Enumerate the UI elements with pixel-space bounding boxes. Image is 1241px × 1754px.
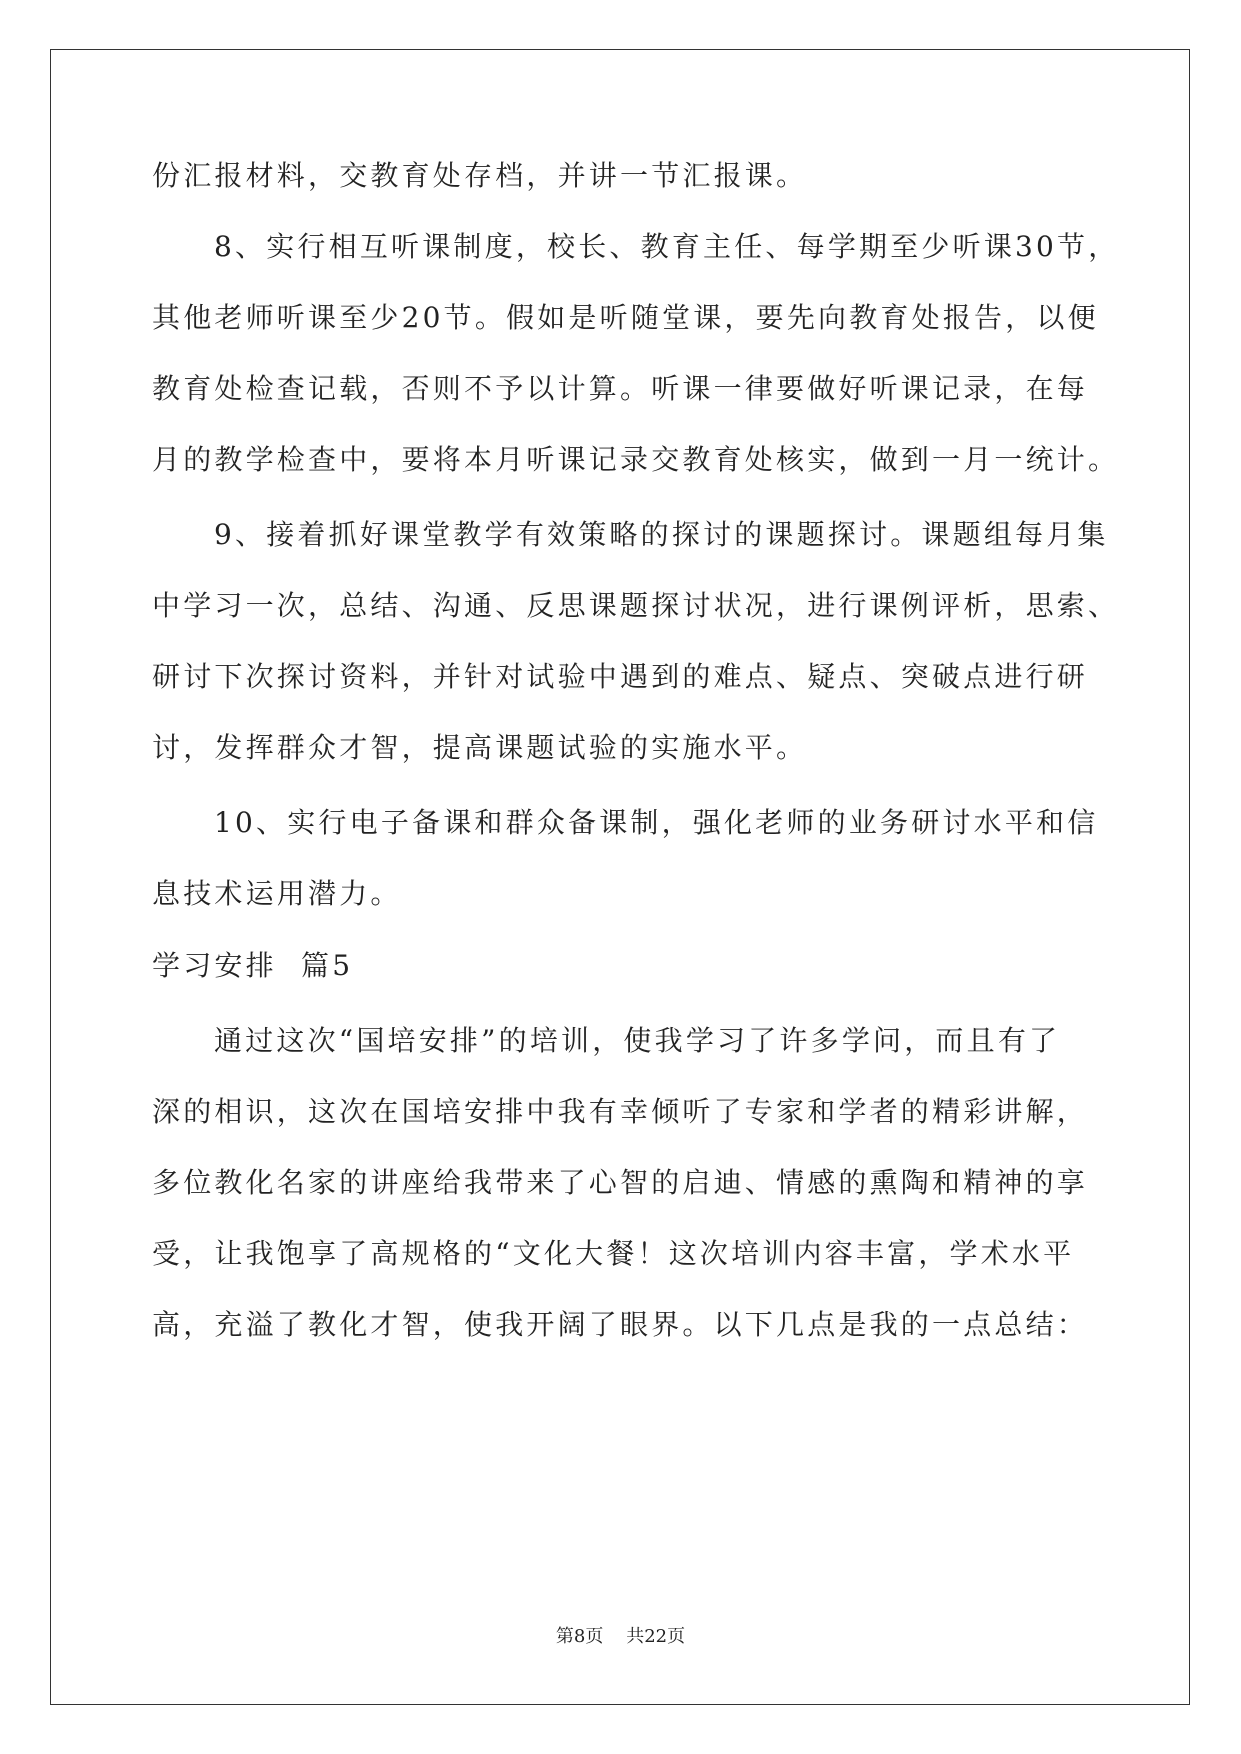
paragraph-line: 讨，发挥群众才智，提高课题试验的实施水平。	[152, 731, 808, 764]
paragraph-line: 通过这次“国培安排”的培训，使我学习了许多学问，而且有了	[214, 1024, 1061, 1057]
paragraph-line: 息技术运用潜力。	[152, 877, 402, 910]
paragraph-line: 10、实行电子备课和群众备课制，强化老师的业务研讨水平和信	[214, 806, 1099, 839]
section-heading: 学习安排 篇5	[152, 949, 354, 982]
paragraph-line: 研讨下次探讨资料，并针对试验中遇到的难点、疑点、突破点进行研	[152, 660, 1089, 693]
paragraph-line: 高，充溢了教化才智，使我开阔了眼界。以下几点是我的一点总结：	[152, 1308, 1089, 1341]
paragraph-line: 受，让我饱享了高规格的“文化大餐！这次培训内容丰富，学术水平	[152, 1237, 1075, 1270]
paragraph-line: 中学习一次，总结、沟通、反思课题探讨状况，进行课例评析，思索、	[152, 589, 1120, 622]
paragraph-line: 其他老师听课至少20节。假如是听随堂课，要先向教育处报告，以便	[152, 301, 1099, 334]
paragraph-line: 份汇报材料，交教育处存档，并讲一节汇报课。	[152, 159, 808, 192]
paragraph-line: 9、接着抓好课堂教学有效策略的探讨的课题探讨。课题组每月集	[214, 518, 1109, 551]
paragraph-line: 月的教学检查中，要将本月听课记录交教育处核实，做到一月一统计。	[152, 443, 1120, 476]
paragraph-line: 8、实行相互听课制度，校长、教育主任、每学期至少听课30节，	[214, 230, 1120, 263]
paragraph-line: 多位教化名家的讲座给我带来了心智的启迪、情感的熏陶和精神的享	[152, 1166, 1089, 1199]
paragraph-line: 教育处检查记载，否则不予以计算。听课一律要做好听课记录，在每	[152, 372, 1089, 405]
page-number-footer: 第8页 共22页	[555, 1626, 686, 1647]
paragraph-line: 深的相识，这次在国培安排中我有幸倾听了专家和学者的精彩讲解，	[152, 1095, 1089, 1128]
